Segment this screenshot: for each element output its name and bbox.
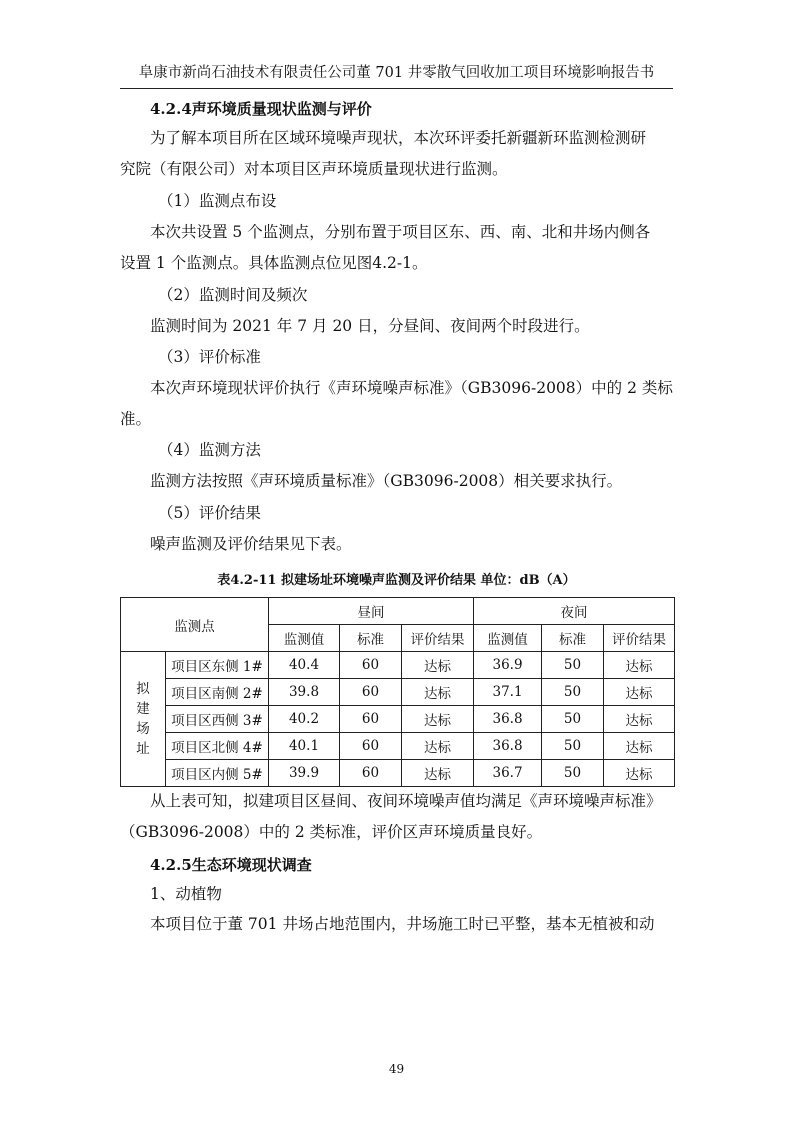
cell-day-std: 60 [340, 760, 402, 787]
cell-night-value: 36.9 [474, 652, 542, 679]
cell-day-result: 达标 [402, 652, 474, 679]
table-row [121, 760, 675, 787]
paragraph-line: 设置 1 个监测点。具体监测点位见图4.2-1。 [120, 254, 428, 272]
cell-night-value: 36.8 [474, 733, 542, 760]
cell-day-std: 60 [340, 706, 402, 733]
header-night-value: 监测值 [474, 625, 542, 652]
subheading-flora-fauna: 1、动植物 [150, 885, 222, 903]
header-day-std: 标准 [340, 625, 402, 652]
cell-night-std: 50 [542, 733, 604, 760]
header-day: 昼间 [269, 598, 474, 625]
subheading-3: （3）评价标准 [158, 348, 261, 366]
cell-point: 项目区东侧 1# [166, 652, 269, 679]
cell-night-result: 达标 [604, 733, 675, 760]
page-number: 49 [388, 1062, 405, 1076]
cell-night-std: 50 [542, 706, 604, 733]
table-row [121, 679, 675, 706]
cell-day-value: 39.8 [269, 679, 340, 706]
cell-point: 项目区南侧 2# [166, 679, 269, 706]
cell-night-std: 50 [542, 760, 604, 787]
table-row [121, 733, 675, 760]
cell-point: 项目区西侧 3# [166, 706, 269, 733]
paragraph-line: 本次共设置 5 个监测点，分别布置于项目区东、西、南、北和井场内侧各 [150, 223, 651, 241]
cell-night-result: 达标 [604, 706, 675, 733]
table-caption: 表4.2-11 拟建场址环境噪声监测及评价结果 单位：dB（A） [217, 573, 576, 588]
header-night: 夜间 [474, 598, 675, 625]
paragraph-line: 监测方法按照《声环境质量标准》（GB3096-2008）相关要求执行。 [150, 472, 623, 490]
cell-day-value: 39.9 [269, 760, 340, 787]
page-header: 阜康市新尚石油技术有限责任公司董 701 井零散气回收加工项目环境影响报告书 [138, 65, 655, 81]
paragraph-line: 本项目位于董 701 井场占地范围内，井场施工时已平整，基本无植被和动 [150, 915, 655, 933]
header-day-result: 评价结果 [402, 625, 474, 652]
paragraph-line: 究院（有限公司）对本项目区声环境质量现状进行监测。 [120, 160, 508, 178]
header-rule [120, 88, 673, 89]
cell-day-result: 达标 [402, 733, 474, 760]
subheading-1: （1）监测点布设 [158, 192, 277, 210]
cell-night-result: 达标 [604, 760, 675, 787]
site-label: 拟建场址 [121, 652, 166, 787]
cell-night-value: 37.1 [474, 679, 542, 706]
paragraph-line: 监测时间为 2021 年 7 月 20 日，分昼间、夜间两个时段进行。 [150, 317, 590, 335]
section-4-2-4-title: 4.2.4声环境质量现状监测与评价 [150, 100, 372, 118]
cell-day-std: 60 [340, 679, 402, 706]
cell-night-result: 达标 [604, 652, 675, 679]
paragraph-line: 从上表可知，拟建项目区昼间、夜间环境噪声值均满足《声环境噪声标准》 [150, 792, 662, 810]
paragraph-line: 本次声环境现状评价执行《声环境噪声标准》（GB3096-2008）中的 2 类标 [150, 379, 673, 397]
header-night-std: 标准 [542, 625, 604, 652]
table-header-row [121, 598, 675, 625]
header-day-value: 监测值 [269, 625, 340, 652]
cell-night-std: 50 [542, 679, 604, 706]
section-4-2-5-title: 4.2.5生态环境现状调查 [150, 856, 312, 874]
subheading-2: （2）监测时间及频次 [158, 286, 308, 304]
cell-point: 项目区北侧 4# [166, 733, 269, 760]
cell-day-result: 达标 [402, 679, 474, 706]
cell-night-value: 36.7 [474, 760, 542, 787]
table-row [121, 652, 675, 679]
cell-day-result: 达标 [402, 706, 474, 733]
cell-point: 项目区内侧 5# [166, 760, 269, 787]
cell-day-value: 40.1 [269, 733, 340, 760]
cell-day-value: 40.2 [269, 706, 340, 733]
header-point: 监测点 [121, 598, 269, 652]
cell-night-std: 50 [542, 652, 604, 679]
cell-night-value: 36.8 [474, 706, 542, 733]
header-night-result: 评价结果 [604, 625, 675, 652]
cell-day-result: 达标 [402, 760, 474, 787]
subheading-4: （4）监测方法 [158, 441, 261, 459]
noise-monitoring-table [120, 597, 675, 787]
cell-day-value: 40.4 [269, 652, 340, 679]
cell-day-std: 60 [340, 733, 402, 760]
cell-day-std: 60 [340, 652, 402, 679]
paragraph-line: 为了解本项目所在区域环境噪声现状，本次环评委托新疆新环监测检测研 [150, 129, 647, 147]
subheading-5: （5）评价结果 [158, 504, 261, 522]
table-row [121, 706, 675, 733]
paragraph-line: 噪声监测及评价结果见下表。 [150, 535, 352, 553]
cell-night-result: 达标 [604, 679, 675, 706]
paragraph-line: （GB3096-2008）中的 2 类标准，评价区声环境质量良好。 [120, 823, 543, 841]
paragraph-line: 准。 [120, 410, 152, 428]
